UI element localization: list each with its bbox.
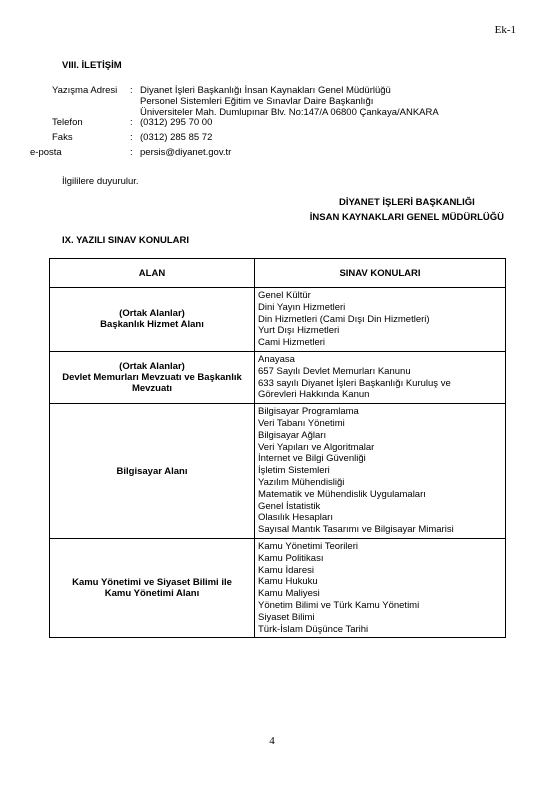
- colon: :: [130, 117, 133, 129]
- fax-row: [30, 133, 439, 144]
- colon: :: [130, 132, 133, 144]
- email-value[interactable]: persis@diyanet.gov.tr: [140, 146, 232, 158]
- topic-item: Yurt Dışı Hizmetleri: [258, 325, 340, 337]
- area-line: (Ortak Alanlar): [119, 361, 185, 373]
- section-9-title: IX. YAZILI SINAV KONULARI: [62, 235, 190, 246]
- topics-cell: [255, 538, 506, 637]
- topic-item: Kamu Hukuku: [258, 576, 318, 588]
- topic-item: Kamu İdaresi: [258, 564, 314, 576]
- area-line: Kamu Yönetimi Alanı: [104, 588, 200, 600]
- area-cell: [50, 288, 255, 352]
- topic-item: Olasılık Hesapları: [258, 512, 333, 524]
- topic-item: Dini Yayın Hizmetleri: [258, 301, 346, 313]
- topic-item: Sayısal Mantık Tasarımı ve Bilgisayar Mimarisi: [258, 524, 454, 536]
- topic-item: Veri Yapıları ve Algoritmalar: [258, 441, 375, 453]
- email-label: e-posta: [30, 146, 62, 158]
- address-label: Yazışma Adresi: [52, 85, 118, 96]
- topic-item: Matematik ve Mühendislik Uygulamaları: [258, 488, 426, 500]
- topic-item: 633 sayılı Diyanet İşleri Başkanlığı Kuruluş ve: [258, 377, 451, 389]
- topic-item: Kamu Maliyesi: [258, 588, 320, 600]
- section-8-title: VIII. İLETİŞİM: [62, 60, 122, 71]
- topic-item: 657 Sayılı Devlet Memurları Kanunu: [258, 365, 411, 377]
- page-number: 4: [269, 735, 275, 747]
- topic-item: Türk-İslam Düşünce Tarihi: [258, 623, 369, 635]
- topic-item: İşletim Sistemleri: [258, 465, 330, 477]
- area-cell: [50, 538, 255, 637]
- colon: :: [130, 146, 133, 158]
- table-row: [50, 404, 506, 539]
- topic-item: Yönetim Bilimi ve Türk Kamu Yönetimi: [258, 599, 420, 611]
- area-line: Devlet Memurları Mevzuatı ve Başkanlık: [62, 372, 242, 384]
- area-line: (Ortak Alanlar): [119, 308, 185, 320]
- institution-signature: [310, 195, 504, 225]
- table-row: [50, 288, 506, 352]
- header-area: ALAN: [50, 259, 255, 288]
- phone-value: (0312) 295 70 00: [140, 117, 213, 129]
- header-topics: SINAV KONULARI: [255, 259, 506, 288]
- topic-item: Anayasa: [258, 353, 295, 365]
- area-cell: [50, 351, 255, 403]
- address-line: Personel Sistemleri Eğitim ve Sınavlar Daire Başkanlığı: [140, 95, 374, 107]
- address-row: [30, 86, 439, 118]
- topic-item: Bilgisayar Ağları: [258, 429, 327, 441]
- area-line: Bilgisayar Alanı: [116, 465, 188, 477]
- address-line: Diyanet İşleri Başkanlığı İnsan Kaynakları Genel Müdürlüğü: [140, 85, 391, 96]
- topics-cell: [255, 404, 506, 539]
- contact-block: [30, 86, 439, 159]
- exam-topics-table: [49, 258, 506, 638]
- topic-item: Kamu Yönetimi Teorileri: [258, 540, 358, 552]
- fax-label: Faks: [52, 132, 73, 144]
- area-line: Kamu Yönetimi ve Siyaset Bilimi ile: [72, 577, 232, 589]
- area-cell: [50, 404, 255, 539]
- topic-item: Yazılım Mühendisliği: [258, 476, 345, 488]
- topics-cell: [255, 351, 506, 403]
- area-line: Mevzuatı: [131, 383, 173, 395]
- topic-item: Kamu Politikası: [258, 552, 324, 564]
- topic-item: Veri Tabanı Yönetimi: [258, 417, 345, 429]
- topics-cell: [255, 288, 506, 352]
- email-row: [30, 148, 439, 159]
- address-value: [140, 86, 439, 118]
- topic-item: Siyaset Bilimi: [258, 611, 315, 623]
- area-line: Başkanlık Hizmet Alanı: [100, 319, 204, 331]
- topic-item: Bilgisayar Programlama: [258, 406, 359, 418]
- topic-item: Genel İstatistik: [258, 500, 321, 512]
- fax-value: (0312) 285 85 72: [140, 132, 213, 144]
- topic-item: İnternet ve Bilgi Güvenliği: [258, 453, 366, 465]
- institution-line: İNSAN KAYNAKLARI GENEL MÜDÜRLÜĞÜ: [309, 212, 504, 223]
- topic-item: Din Hizmetleri (Cami Dışı Din Hizmetleri): [258, 313, 430, 325]
- table-row: [50, 538, 506, 637]
- table-row: [50, 351, 506, 403]
- colon: :: [130, 85, 133, 96]
- address-line: Üniversiteler Mah. Dumlupınar Blv. No:147/A 06800 Çankaya/ANKARA: [140, 106, 439, 118]
- table-header-row: [50, 259, 506, 288]
- phone-row: [30, 118, 439, 129]
- topic-item: Görevleri Hakkında Kanun: [258, 389, 370, 401]
- phone-label: Telefon: [52, 117, 83, 129]
- page-label: Ek-1: [494, 24, 516, 36]
- topic-item: Cami Hizmetleri: [258, 337, 326, 349]
- announcement: İlgililere duyurulur.: [62, 176, 139, 187]
- institution-line: DİYANET İŞLERİ BAŞKANLIĞI: [338, 197, 475, 208]
- topic-item: Genel Kültür: [258, 290, 311, 301]
